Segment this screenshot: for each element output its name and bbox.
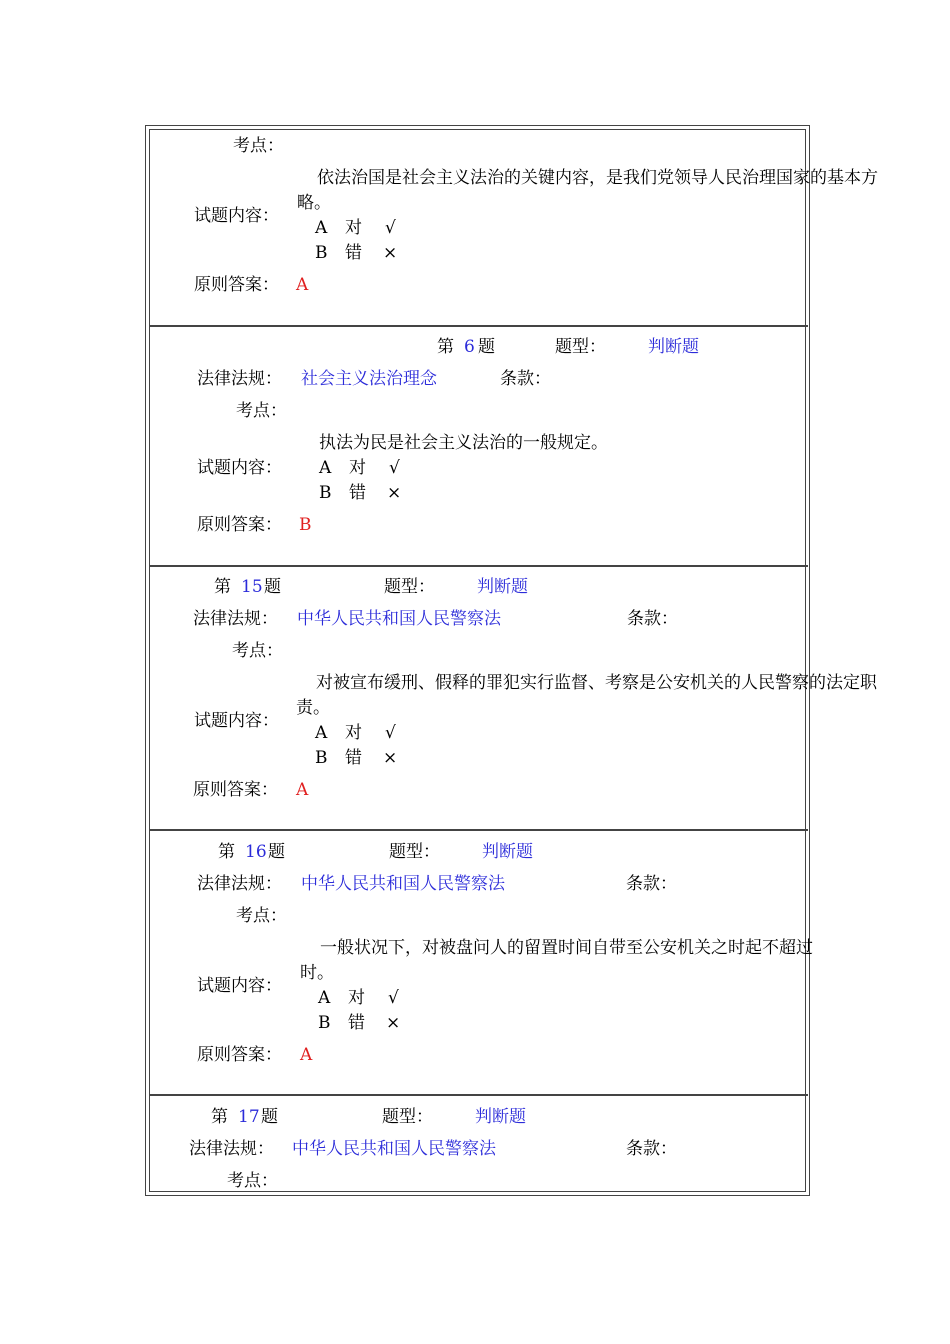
- question-number-suffix: 题: [268, 842, 285, 862]
- check-mark: √: [385, 218, 396, 238]
- question-number-prefix: 第: [218, 842, 235, 862]
- question-number-suffix: 题: [261, 1107, 278, 1127]
- kaodian-label: 考点：: [233, 136, 284, 156]
- clause-label: 条款：: [627, 609, 678, 629]
- question-number-prefix: 第: [214, 577, 231, 597]
- question-content-line: 依法治国是社会主义法治的关键内容，是我们党领导人民治理国家的基本方: [317, 168, 878, 188]
- clause-label: 条款：: [500, 369, 551, 389]
- row-divider: [149, 829, 808, 831]
- option-a-letter: A: [315, 723, 328, 743]
- check-mark: √: [388, 988, 399, 1008]
- question-type-label: 题型：: [389, 842, 440, 862]
- cross-mark: ×: [383, 748, 398, 768]
- question-number: 15: [241, 577, 263, 597]
- law-label: 法律法规：: [193, 609, 278, 629]
- option-b-letter: B: [315, 243, 328, 263]
- law-label: 法律法规：: [197, 369, 282, 389]
- question-number: 16: [245, 842, 267, 862]
- answer-value: A: [296, 780, 309, 800]
- option-b-text: 错: [348, 1013, 365, 1033]
- content-label: 试题内容：: [197, 976, 282, 996]
- row-divider: [149, 325, 808, 327]
- question-type-label: 题型：: [555, 337, 606, 357]
- question-type: 判断题: [475, 1107, 526, 1127]
- content-label: 试题内容：: [194, 711, 279, 731]
- answer-label: 原则答案：: [197, 1045, 282, 1065]
- kaodian-label: 考点：: [227, 1171, 278, 1191]
- question-type: 判断题: [648, 337, 699, 357]
- law-name: 中华人民共和国人民警察法: [292, 1139, 496, 1159]
- question-number: 17: [238, 1107, 260, 1127]
- kaodian-label: 考点：: [232, 641, 283, 661]
- option-b-text: 错: [345, 243, 362, 263]
- option-b-letter: B: [315, 748, 328, 768]
- option-a-text: 对: [345, 218, 362, 238]
- question-content-line: 略。: [297, 193, 331, 213]
- cross-mark: ×: [383, 243, 398, 263]
- question-type-label: 题型：: [384, 577, 435, 597]
- answer-value: A: [300, 1045, 313, 1065]
- clause-label: 条款：: [626, 874, 677, 894]
- option-b-text: 错: [345, 748, 362, 768]
- question-number-prefix: 第: [437, 337, 454, 357]
- clause-label: 条款：: [626, 1139, 677, 1159]
- kaodian-label: 考点：: [236, 401, 287, 421]
- answer-label: 原则答案：: [197, 515, 282, 535]
- question-number-prefix: 第: [211, 1107, 228, 1127]
- check-mark: √: [385, 723, 396, 743]
- answer-value: A: [296, 275, 309, 295]
- law-name: 中华人民共和国人民警察法: [301, 874, 505, 894]
- question-type: 判断题: [477, 577, 528, 597]
- answer-value: B: [299, 515, 312, 535]
- question-content-line: 责。: [296, 698, 330, 718]
- option-a-text: 对: [349, 458, 366, 478]
- question-number-suffix: 题: [264, 577, 281, 597]
- option-b-letter: B: [319, 483, 332, 503]
- option-a-text: 对: [348, 988, 365, 1008]
- law-name: 社会主义法治理念: [301, 369, 437, 389]
- option-a-letter: A: [315, 218, 328, 238]
- law-name: 中华人民共和国人民警察法: [297, 609, 501, 629]
- cross-mark: ×: [387, 483, 402, 503]
- option-b-text: 错: [349, 483, 366, 503]
- content-label: 试题内容：: [197, 458, 282, 478]
- answer-label: 原则答案：: [193, 780, 278, 800]
- content-label: 试题内容：: [194, 206, 279, 226]
- cross-mark: ×: [386, 1013, 401, 1033]
- row-divider: [149, 565, 808, 567]
- check-mark: √: [389, 458, 400, 478]
- question-content-line: 一般状况下，对被盘问人的留置时间自带至公安机关之时起不超过: [320, 938, 813, 958]
- law-label: 法律法规：: [197, 874, 282, 894]
- question-content-line: 对被宣布缓刑、假释的罪犯实行监督、考察是公安机关的人民警察的法定职: [316, 673, 877, 693]
- question-type-label: 题型：: [382, 1107, 433, 1127]
- question-content-line: 执法为民是社会主义法治的一般规定。: [319, 433, 608, 453]
- answer-label: 原则答案：: [194, 275, 279, 295]
- law-label: 法律法规：: [189, 1139, 274, 1159]
- row-divider: [149, 1094, 808, 1096]
- option-a-letter: A: [319, 458, 332, 478]
- kaodian-label: 考点：: [236, 906, 287, 926]
- question-number: 6: [464, 337, 475, 357]
- option-a-letter: A: [318, 988, 331, 1008]
- question-content-line: 时。: [300, 963, 334, 983]
- option-b-letter: B: [318, 1013, 331, 1033]
- option-a-text: 对: [345, 723, 362, 743]
- question-number-suffix: 题: [478, 337, 495, 357]
- question-type: 判断题: [482, 842, 533, 862]
